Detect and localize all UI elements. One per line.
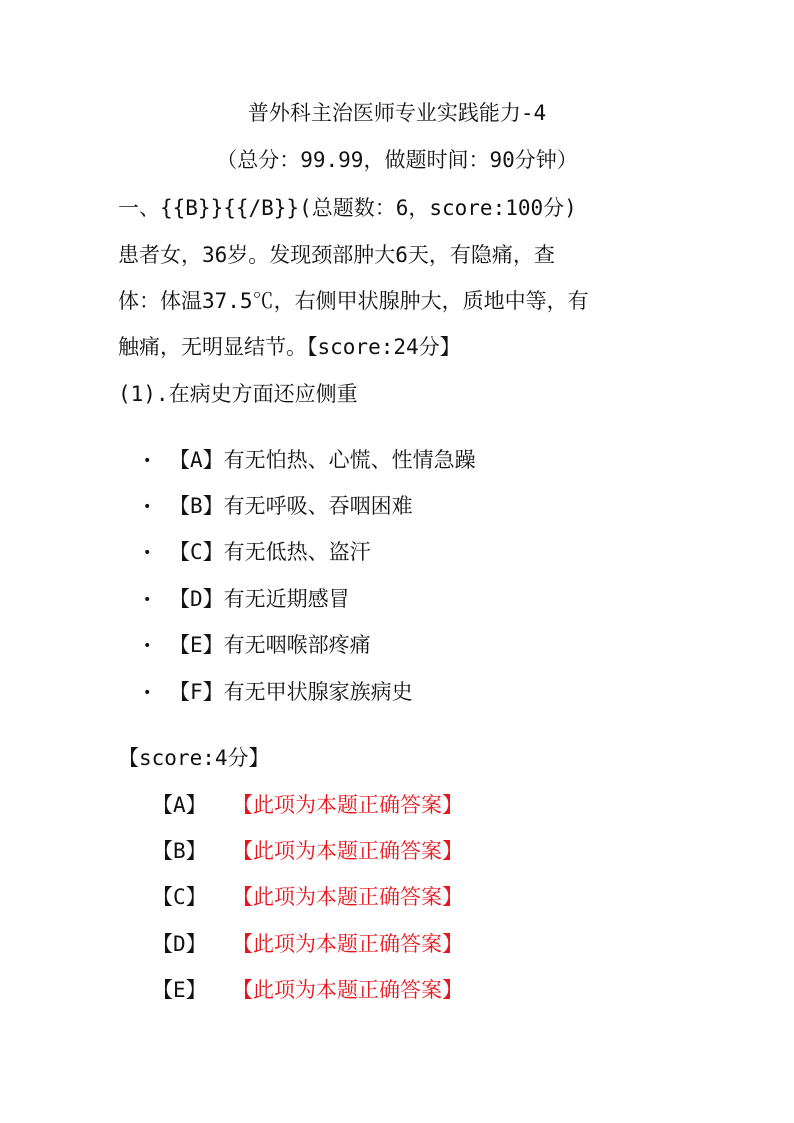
page-title: 普外科主治医师专业实践能力-4 <box>247 101 547 125</box>
sub-question: (1).在病史方面还应侧重 <box>118 382 358 406</box>
option-item-a <box>143 445 476 476</box>
option-item-b <box>143 491 413 522</box>
question-stem-line: 触痛，无明显结节。【score:24分】 <box>118 335 461 359</box>
bullet-icon: • <box>143 638 152 654</box>
bullet-icon: • <box>143 545 152 561</box>
bullet-icon: • <box>143 453 152 469</box>
answer-key: 【A】 <box>152 793 207 817</box>
option-item-d <box>143 584 350 615</box>
question-stem-line: 体：体温37.5℃，右侧甲状腺肿大，质地中等，有 <box>118 289 589 313</box>
question-stem-line: 患者女，36岁。发现颈部肿大6天，有隐痛，查 <box>118 243 555 267</box>
option-text: 【B】有无呼吸、吞咽困难 <box>169 494 413 518</box>
answer-key: 【C】 <box>152 885 207 909</box>
exam-info: （总分：99.99，做题时间：90分钟） <box>216 148 578 172</box>
correct-answer-marker: 【此项为本题正确答案】 <box>232 978 463 1002</box>
answer-row-b <box>152 836 463 866</box>
correct-answer-marker: 【此项为本题正确答案】 <box>232 839 463 863</box>
score-label: 【score:4分】 <box>118 746 270 770</box>
option-text: 【F】有无甲状腺家族病史 <box>169 680 413 704</box>
section-heading: 一、{{B}}{{/B}}(总题数：6，score:100分) <box>118 196 577 220</box>
option-item-c <box>143 537 371 568</box>
bullet-icon: • <box>143 499 152 515</box>
correct-answer-marker: 【此项为本题正确答案】 <box>232 793 463 817</box>
option-text: 【E】有无咽喉部疼痛 <box>169 633 371 657</box>
correct-answer-marker: 【此项为本题正确答案】 <box>232 932 463 956</box>
bullet-icon: • <box>143 685 152 701</box>
answer-row-d <box>152 929 463 959</box>
option-item-e <box>143 630 371 661</box>
answer-row-e <box>152 975 463 1005</box>
correct-answer-marker: 【此项为本题正确答案】 <box>232 885 463 909</box>
option-item-f <box>143 677 413 708</box>
answer-key: 【B】 <box>152 839 207 863</box>
option-text: 【C】有无低热、盗汗 <box>169 540 371 564</box>
answer-key: 【D】 <box>152 932 207 956</box>
answer-row-a <box>152 790 463 820</box>
answer-key: 【E】 <box>152 978 207 1002</box>
option-text: 【D】有无近期感冒 <box>169 587 350 611</box>
bullet-icon: • <box>143 592 152 608</box>
answer-row-c <box>152 882 463 912</box>
option-text: 【A】有无怕热、心慌、性情急躁 <box>169 448 476 472</box>
